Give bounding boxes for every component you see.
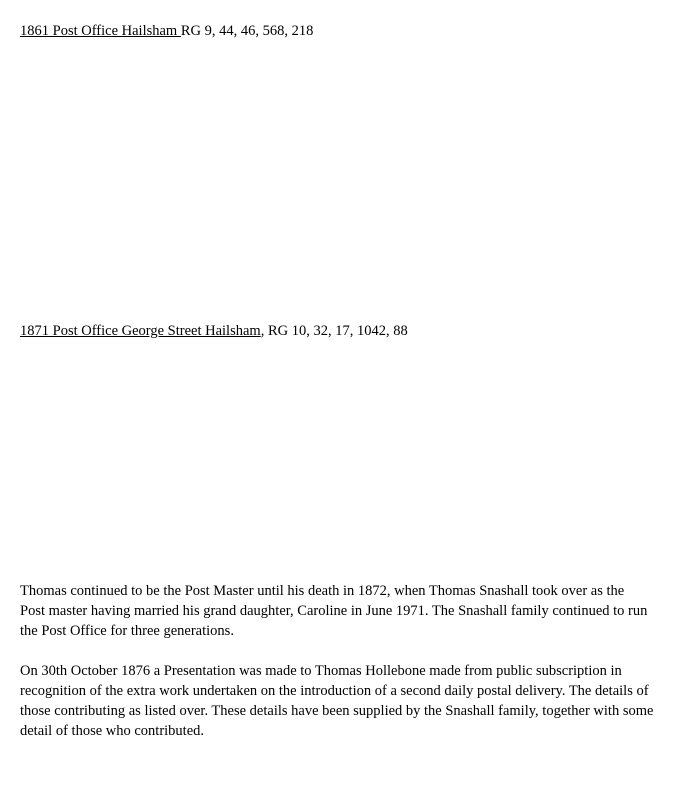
census-1861-reference: RG 9, 44, 46, 568, 218 [180, 23, 314, 39]
census-1861-line [20, 21, 313, 41]
paragraph-line: the Post Office for three generations. [20, 623, 234, 639]
paragraph-line: On 30th October 1876 a Presentation was made to Thomas Hollebone made from public subscription in [20, 663, 622, 679]
paragraph-line: those contributing as listed over. These details have been supplied by the Snashall family, together with some [20, 703, 654, 719]
paragraph-line: detail of those who contributed. [20, 723, 205, 739]
presentation-paragraph [20, 661, 680, 741]
paragraph-line: Thomas continued to be the Post Master until his death in 1872, when Thomas Snashall took over as the [20, 583, 625, 599]
census-1871-line [20, 321, 408, 341]
census-1861-link[interactable]: 1861 Post Office Hailsham [20, 23, 181, 39]
post-master-paragraph [20, 581, 680, 641]
paragraph-line: recognition of the extra work undertaken on the introduction of a second daily postal delivery. The details of [20, 683, 649, 699]
census-1871-link[interactable]: 1871 Post Office George Street Hailsham [20, 323, 261, 339]
paragraph-line: Post master having married his grand daughter, Caroline in June 1971. The Snashall family continued to run [20, 603, 648, 619]
census-1871-reference: , RG 10, 32, 17, 1042, 88 [260, 323, 408, 339]
